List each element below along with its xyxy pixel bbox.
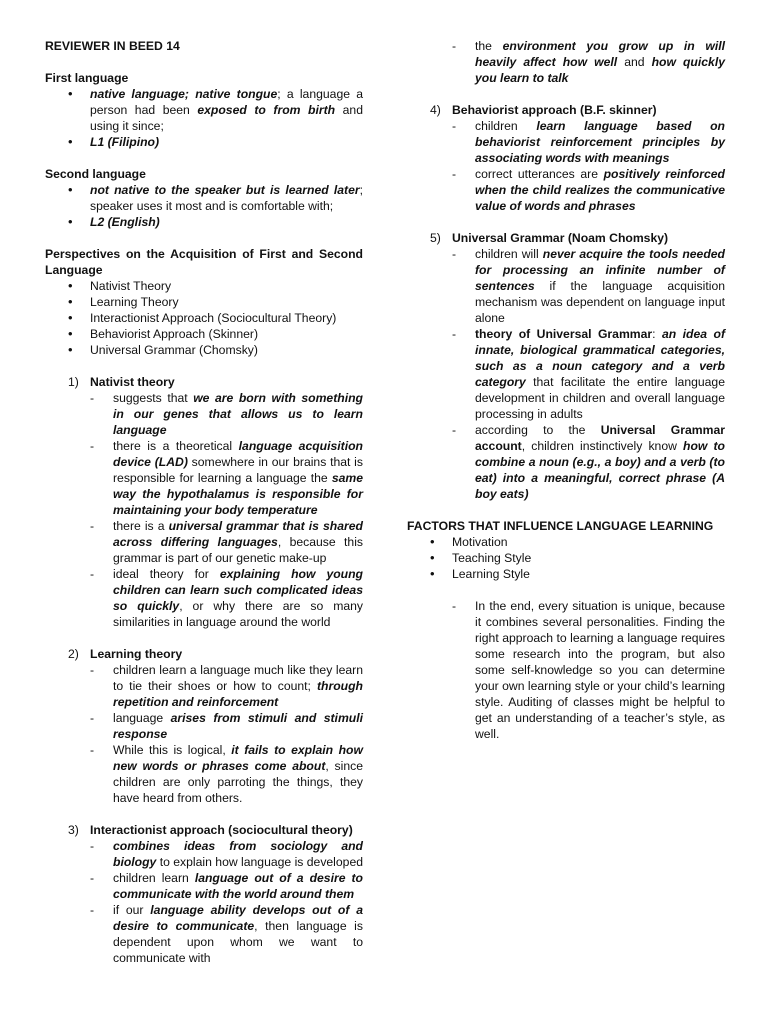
- nativist-section: 1) Nativist theory - suggests that we are born with something in our genes that allows us to learn language - there is a theoretical language acquisition device (LAD) somewhere in our brains that is responsible for learning a language the same way the hypothalamus is responsible for maintaining your body temperature - there is a universal grammar that is shared across differing languages, because this grammar is part of our genetic make-up - ideal theory for explaining how young children can learn such complicated ideas so quickly, or why there are so many similarities in language around the world: [45, 374, 363, 630]
- document-title: REVIEWER IN BEED 14: [45, 39, 180, 53]
- universal-heading: Universal Grammar (Noam Chomsky): [452, 231, 669, 245]
- left-column: [45, 38, 363, 982]
- list-item: • not native to the speaker but is learned later; speaker uses it most and is comfortable with;: [45, 182, 363, 214]
- first-language-list: [45, 86, 363, 150]
- learning-heading: Learning theory: [90, 647, 183, 661]
- list-item: - if our language ability develops out of a desire to communicate, then language is dependent upon whom we want to communicate with: [45, 902, 363, 966]
- second-language-heading: Second language: [45, 167, 146, 181]
- list-item: • Learning Style: [407, 566, 725, 582]
- conclusion: [407, 598, 725, 742]
- factors-heading: FACTORS THAT INFLUENCE LANGUAGE LEARNING: [407, 519, 714, 533]
- list-item: - suggests that we are born with something in our genes that allows us to learn language: [45, 390, 363, 438]
- list-item: - there is a universal grammar that is shared across differing languages, because this grammar is part of our genetic make-up: [45, 518, 363, 566]
- learning-section: 2) Learning theory - children learn a language much like they learn to tie their shoes or how to count; through repetition and reinforcement - language arises from stimuli and stimuli response - While this is logical, it fails to explain how new words or phrases come about, since children are only parroting the things, they have heard from others.: [45, 646, 363, 806]
- list-item: - language arises from stimuli and stimuli response: [45, 710, 363, 742]
- list-item: • Motivation: [407, 534, 725, 550]
- list-item: - according to the Universal Grammar account, children instinctively know how to combine a noun (e.g., a boy) and a verb (to eat) into a meaningful, correct phrase (A boy eats): [407, 422, 725, 502]
- theories-list: [45, 374, 363, 966]
- universal-section: 5) Universal Grammar (Noam Chomsky) - children will never acquire the tools needed for processing an infinite number of sentences if the language acquisition mechanism was dependent on language input alone - theory of Universal Grammar: an idea of innate, biological grammatical categories, such as a noun category and a verb category that facilitate the entire language development in children and overall language processing in adults - according to the Universal Grammar account, children instinctively know how to combine a noun (e.g., a boy) and a verb (to eat) into a meaningful, correct phrase (A boy eats): [407, 230, 725, 502]
- interactionist-continued: [407, 38, 725, 86]
- interactionist-section: 3) Interactionist approach (sociocultural theory) - combines ideas from sociology and biology to explain how language is developed - children learn language out of a desire to communicate with the world around them - if our language ability develops out of a desire to communicate, then language is dependent upon whom we want to communicate with: [45, 822, 363, 966]
- list-item: - While this is logical, it fails to explain how new words or phrases come about, since children are only parroting the things, they have heard from others.: [45, 742, 363, 806]
- list-item: - there is a theoretical language acquisition device (LAD) somewhere in our brains that is responsible for learning a language the same way the hypothalamus is responsible for maintaining your body temperature: [45, 438, 363, 518]
- list-item: - children will never acquire the tools needed for processing an infinite number of sentences if the language acquisition mechanism was dependent on language input alone: [407, 246, 725, 326]
- list-item: • Universal Grammar (Chomsky): [45, 342, 363, 358]
- conclusion-text: - In the end, every situation is unique, because it combines several personalities. Finding the right approach to learning a language requires some research into the program, but also some self-knowledge so you can determine your own learning style or your child’s learning style. Auditing of classes might be helpful to get an understanding of a teacher’s style, as well.: [407, 598, 725, 742]
- list-item: - children learn language based on behaviorist reinforcement principles by associating words with meanings: [407, 118, 725, 166]
- list-item: • Teaching Style: [407, 550, 725, 566]
- list-item: • L2 (English): [45, 214, 363, 230]
- right-column: [407, 38, 725, 742]
- behaviorist-heading: Behaviorist approach (B.F. skinner): [452, 103, 657, 117]
- list-item: • L1 (Filipino): [45, 134, 363, 150]
- interactionist-heading: Interactionist approach (sociocultural theory): [90, 823, 353, 837]
- list-item: • Learning Theory: [45, 294, 363, 310]
- second-language-list: [45, 182, 363, 230]
- list-item: - combines ideas from sociology and biology to explain how language is developed: [45, 838, 363, 870]
- list-item: - correct utterances are positively reinforced when the child realizes the communicative value of words and phrases: [407, 166, 725, 214]
- perspectives-list: [45, 278, 363, 358]
- list-item: - children learn language out of a desire to communicate with the world around them: [45, 870, 363, 902]
- factors-list: [407, 534, 725, 582]
- behaviorist-section: 4) Behaviorist approach (B.F. skinner) - children learn language based on behaviorist reinforcement principles by associating words with meanings - correct utterances are positively reinforced when the child realizes the communicative value of words and phrases: [407, 102, 725, 214]
- nativist-heading: Nativist theory: [90, 375, 175, 389]
- list-item: • Interactionist Approach (Sociocultural Theory): [45, 310, 363, 326]
- list-item: • Behaviorist Approach (Skinner): [45, 326, 363, 342]
- list-item: - theory of Universal Grammar: an idea of innate, biological grammatical categories, such as a noun category and a verb category that facilitate the entire language development in children and overall language processing in adults: [407, 326, 725, 422]
- list-item: - ideal theory for explaining how young children can learn such complicated ideas so quickly, or why there are so many similarities in language around the world: [45, 566, 363, 630]
- list-item: - the environment you grow up in will heavily affect how well and how quickly you learn to talk: [407, 38, 725, 86]
- perspectives-heading: Perspectives on the Acquisition of First and Second Language: [45, 247, 363, 277]
- list-item: - children learn a language much like they learn to tie their shoes or how to count; through repetition and reinforcement: [45, 662, 363, 710]
- list-item: • Nativist Theory: [45, 278, 363, 294]
- first-language-heading: First language: [45, 71, 129, 85]
- list-item: • native language; native tongue; a language a person had been exposed to from birth and using it since;: [45, 86, 363, 134]
- theories-list-continued: [407, 102, 725, 502]
